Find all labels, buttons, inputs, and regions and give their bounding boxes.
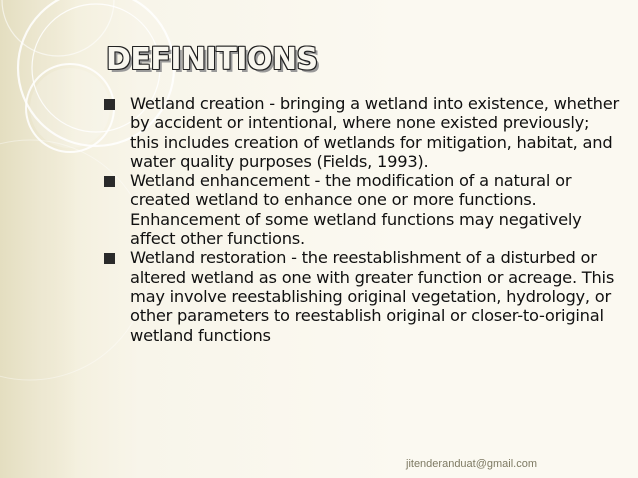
square-bullet-icon [104,253,115,264]
definition-enhancement-text: Wetland enhancement - the modification of a natural or created wetland to enhance one or more functions. Enhancement of some wetland functions may negatively affect other functions. [130,171,582,249]
list-item [100,248,620,344]
slide-title: DEFINITIONS [106,42,318,77]
list-item [100,171,620,248]
list-item [100,94,620,171]
definition-creation-text: Wetland creation - bringing a wetland into existence, whether by accident or intentional, where none existed previously; this includes creation of wetlands for mitigation, habitat, and water quality purposes (Fields, 1993). [130,94,619,171]
footer-email: jitenderanduat@gmail.com [406,458,538,470]
square-bullet-icon [104,176,115,187]
definitions-list [100,94,620,345]
definition-restoration-text: Wetland restoration - the reestablishment of a disturbed or altered wetland as one with greater function or acreage. This may involve reestablishing original vegetation, hydrology, or other parameters to reestablish original or closer-to-original wetland functions [130,248,615,345]
square-bullet-icon [104,99,115,110]
